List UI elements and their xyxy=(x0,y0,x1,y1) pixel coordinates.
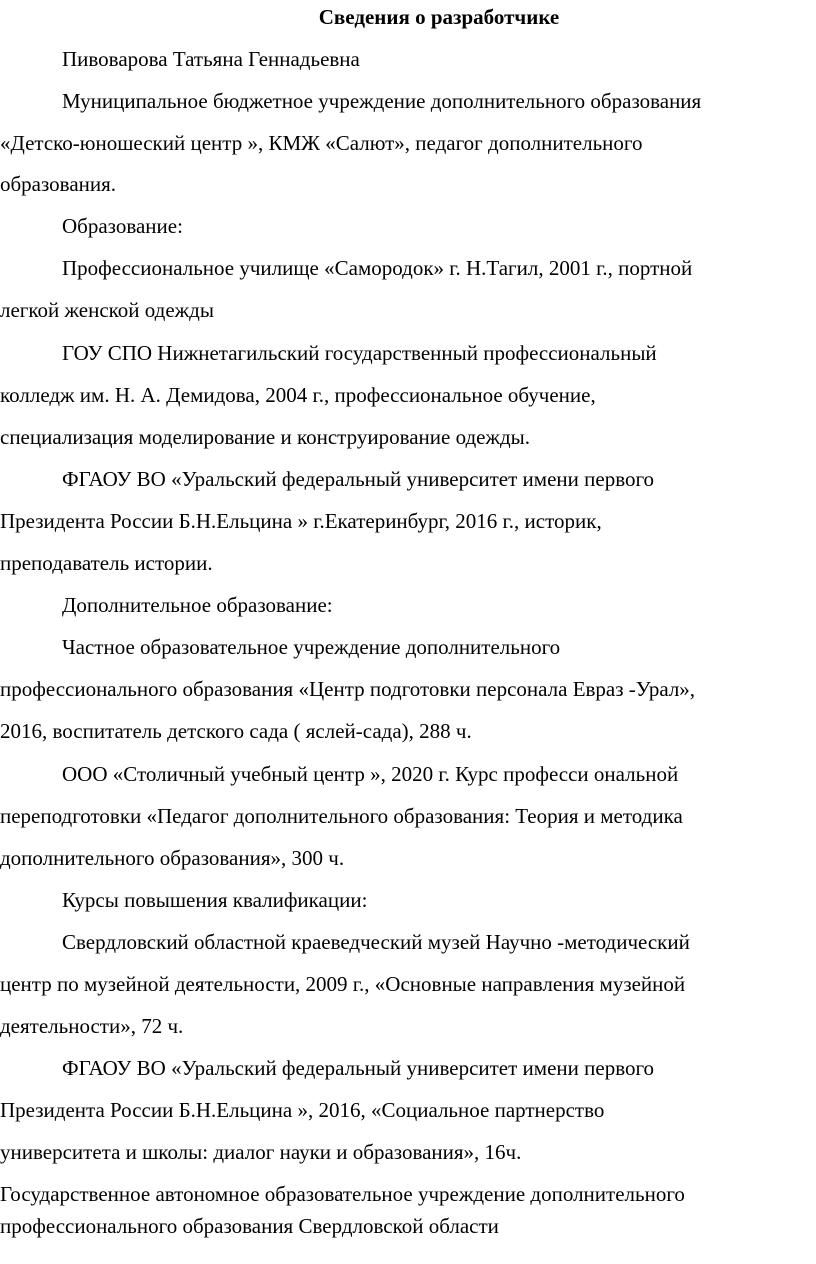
additional-education-line: дополнительного образования», 300 ч. xyxy=(0,846,345,870)
education-heading: Образование: xyxy=(62,214,183,238)
course-line: Президента России Б.Н.Ельцина », 2016, «Социальное партнерство xyxy=(0,1098,605,1122)
education-line: преподаватель истории. xyxy=(0,551,213,575)
education-line: Профессиональное училище «Самородок» г. Н.Тагил, 2001 г., портной xyxy=(62,256,693,280)
final-paragraph-line: профессионального образования Свердловской области xyxy=(0,1214,499,1238)
additional-education-line: ООО «Столичный учебный центр », 2020 г. Курс професси ональной xyxy=(62,762,679,786)
course-line: ФГАОУ ВО «Уральский федеральный университет имени первого xyxy=(62,1056,655,1080)
additional-education-line: переподготовки «Педагог дополнительного образования: Теория и методика xyxy=(0,804,683,828)
final-paragraph-line: Государственное автономное образовательное учреждение дополнительного xyxy=(0,1182,685,1206)
additional-education-line: профессионального образования «Центр подготовки персонала Евраз -Урал», xyxy=(0,677,696,701)
education-line: специализация моделирование и конструирование одежды. xyxy=(0,425,531,449)
workplace-line: «Детско-юношеский центр », КМЖ «Салют», педагог дополнительного xyxy=(0,131,643,155)
workplace-line: образования. xyxy=(0,172,117,196)
education-line: ФГАОУ ВО «Уральский федеральный университет имени первого xyxy=(62,467,655,491)
additional-education-line: 2016, воспитатель детского сада ( яслей-сада), 288 ч. xyxy=(0,719,472,743)
workplace-line: Муниципальное бюджетное учреждение дополнительного образования xyxy=(62,89,702,113)
education-line: ГОУ СПО Нижнетагильский государственный профессиональный xyxy=(62,341,657,365)
additional-education-heading: Дополнительное образование: xyxy=(62,593,333,617)
course-line: деятельности», 72 ч. xyxy=(0,1014,184,1038)
course-line: центр по музейной деятельности, 2009 г., «Основные направления музейной xyxy=(0,972,686,996)
additional-education-line: Частное образовательное учреждение дополнительного xyxy=(62,635,561,659)
education-line: легкой женской одежды xyxy=(0,298,214,322)
course-line: университета и школы: диалог науки и образования», 16ч. xyxy=(0,1140,522,1164)
developer-name: Пивоварова Татьяна Геннадьевна xyxy=(62,47,360,71)
course-line: Свердловский областной краеведческий музей Научно -методический xyxy=(62,930,690,954)
page-title: Сведения о разработчике xyxy=(318,5,560,29)
courses-heading: Курсы повышения квалификации: xyxy=(62,888,368,912)
education-line: колледж им. Н. А. Демидова, 2004 г., профессиональное обучение, xyxy=(0,383,596,407)
education-line: Президента России Б.Н.Ельцина » г.Екатеринбург, 2016 г., историк, xyxy=(0,509,602,533)
